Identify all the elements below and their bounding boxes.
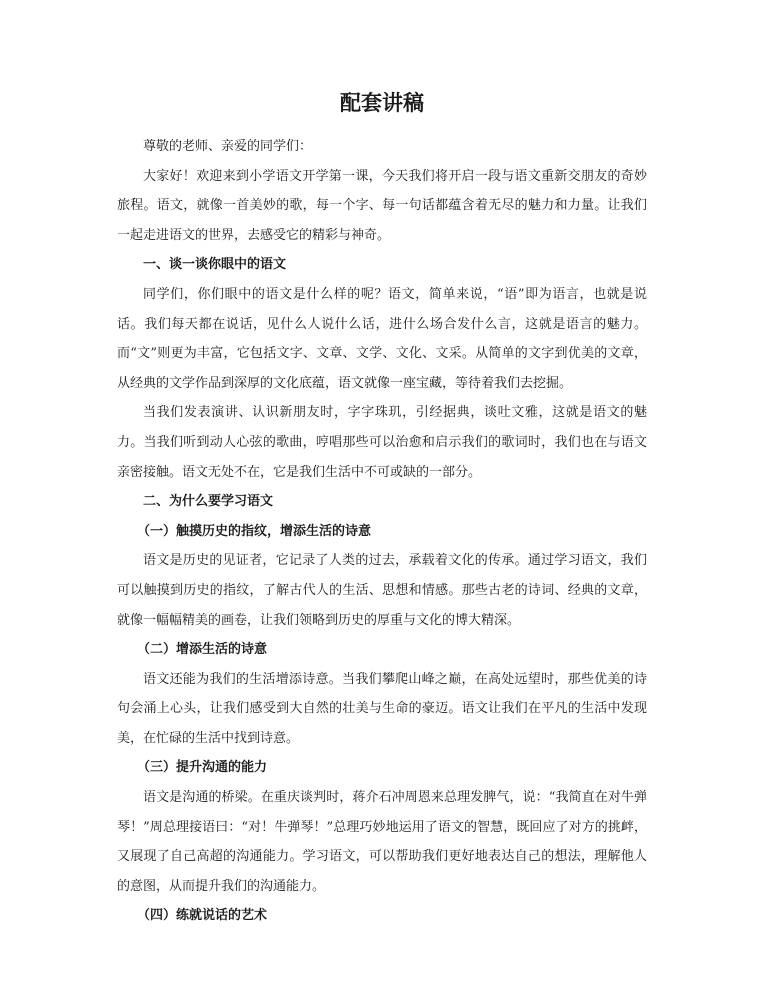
subsection2-heading: （二）增添生活的诗意	[137, 642, 268, 658]
subsection3-paragraph: 语文是沟通的桥梁。在重庆谈判时，蒋介石冲周恩来总理发脾气，说：“我简直在对牛弹琴！”周总理接语曰：“对！牛弹琴！”总理巧妙地运用了语文的智慧，既回应了对方的挑衅，又展现了自己高超的沟通能力。学习语文，可以帮助我们更好地表达自己的想法，理解他人的意图，从而提升我们的沟通能力。	[117, 790, 647, 894]
document-title: 配套讲稿	[340, 90, 424, 115]
subsection3-heading: （三）提升沟通的能力	[137, 760, 268, 776]
section1-heading: 一、谈一谈你眼中的语文	[143, 257, 287, 273]
section1-paragraph-1: 同学们，你们眼中的语文是什么样的呢？语文，简单来说，“语”即为语言，也就是说话。我们每天都在说话，见什么人说什么话，进什么场合发什么言，这就是语言的魅力。而“文”则更为丰富，它包括文字、文章、文学、文化、文采。从简单的文字到优美的文章，从经典的文学作品到深厚的文化底蕴，语文就像一座宝藏，等待着我们去挖掘。	[117, 286, 647, 391]
intro-paragraph: 大家好！欢迎来到小学语文开学第一课，今天我们将开启一段与语文重新交朋友的奇妙旅程。语文，就像一首美妙的歌，每一个字、每一句话都蕴含着无尽的魅力和力量。让我们一起走进语文的世界，去感受它的精彩与神奇。	[117, 168, 647, 243]
section1-paragraph-2: 当我们发表演讲、认识新朋友时，字字珠玑，引经据典，谈吐文雅，这就是语文的魅力。当我们听到动人心弦的歌曲，哼唱那些可以治愈和启示我们的歌词时，我们也在与语文亲密接触。语文无处不在，它是我们生活中不可或缺的一部分。	[117, 405, 647, 480]
document-page	[117, 88, 647, 931]
subsection2-paragraph: 语文还能为我们的生活增添诗意。当我们攀爬山峰之巅，在高处远望时，那些优美的诗句会涌上心头，让我们感受到大自然的壮美与生命的豪迈。语文让我们在平凡的生活中发现美，在忙碌的生活中找到诗意。	[117, 671, 647, 746]
subsection4-heading: （四）练就说话的艺术	[137, 908, 268, 924]
greeting-paragraph: 尊敬的老师、亲爱的同学们：	[143, 139, 313, 154]
subsection1-heading: （一）触摸历史的指纹，增添生活的诗意	[137, 523, 372, 539]
section2-heading: 二、为什么要学习语文	[143, 494, 274, 510]
subsection1-paragraph: 语文是历史的见证者，它记录了人类的过去，承载着文化的传承。通过学习语文，我们可以触摸到历史的指纹，了解古代人的生活、思想和情感。那些古老的诗词、经典的文章，就像一幅幅精美的画卷，让我们领略到历史的厚重与文化的博大精深。	[117, 553, 647, 628]
